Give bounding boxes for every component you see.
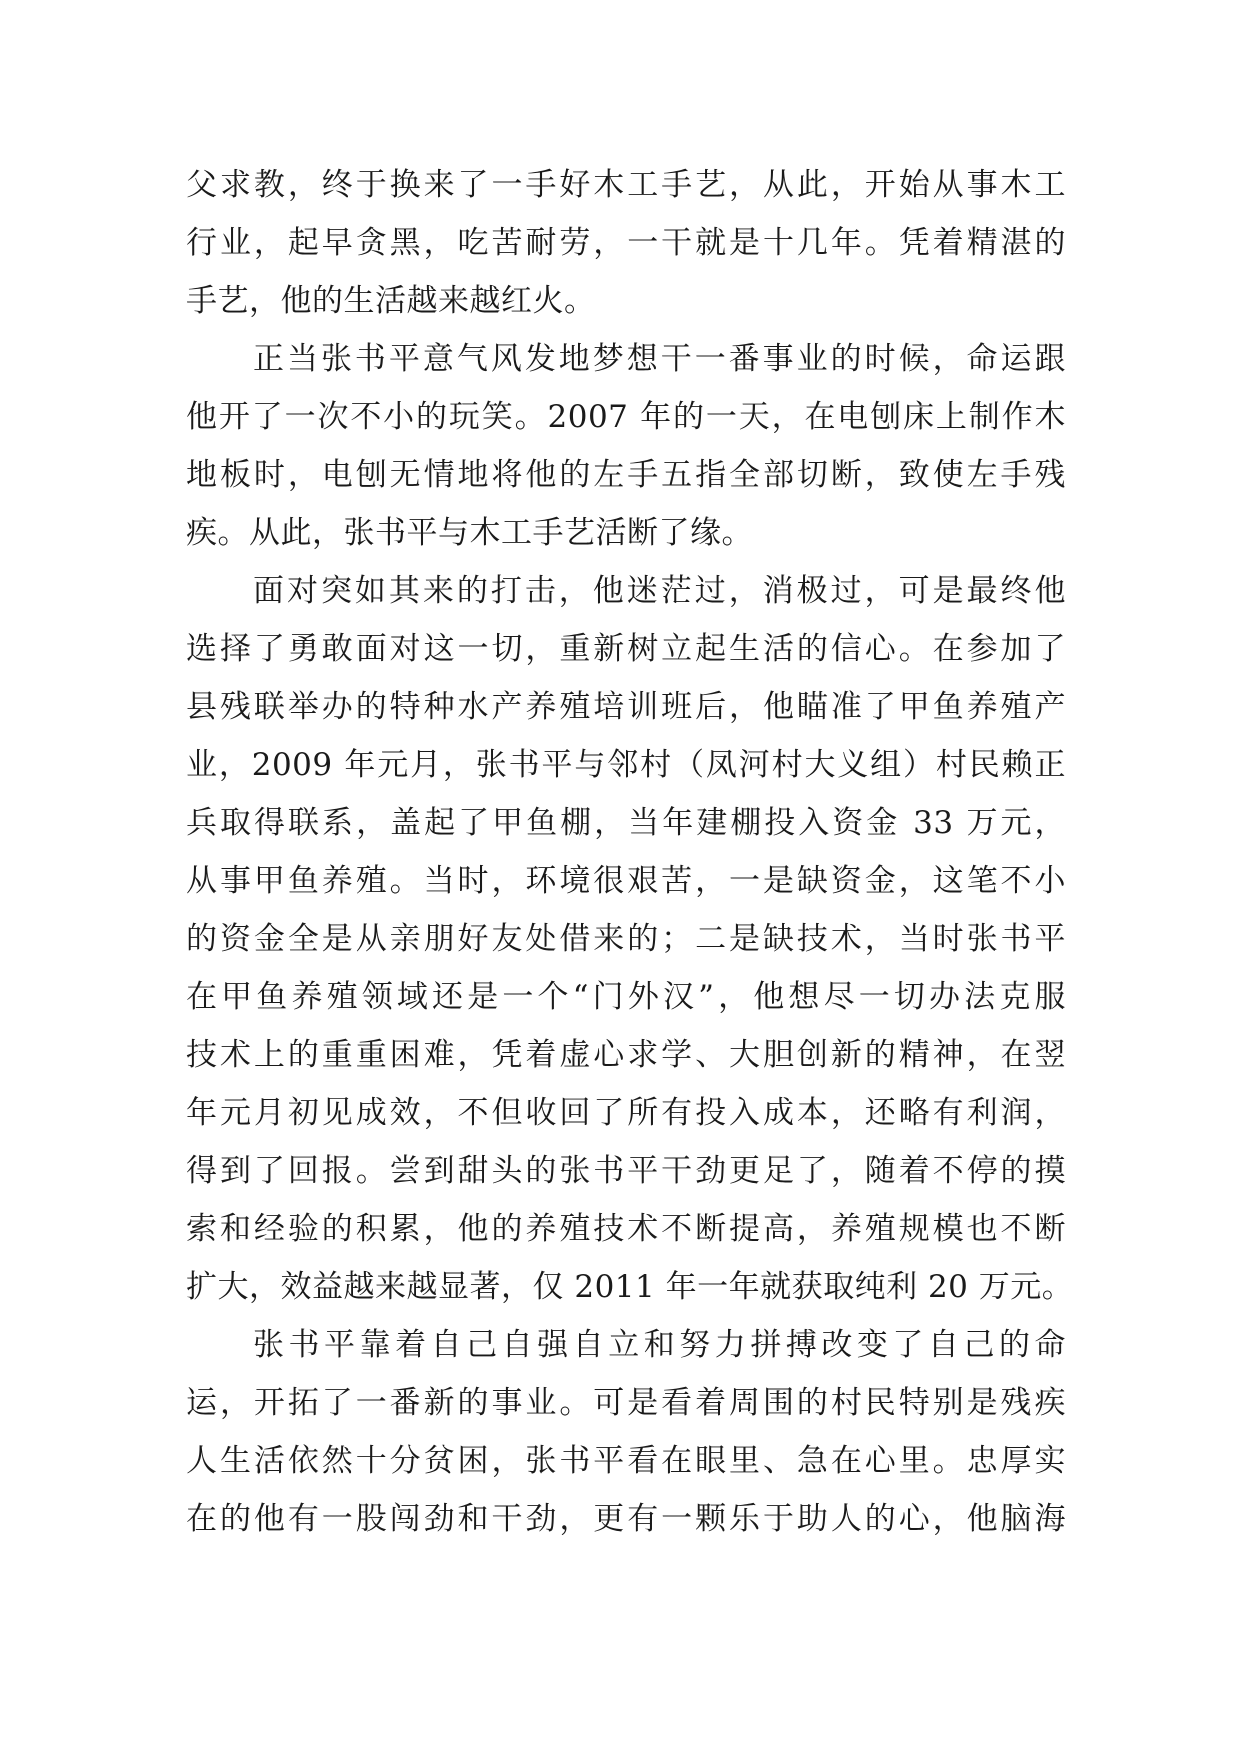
text-line: 运，开拓了一番新的事业。可是看着周围的村民特别是残疾 — [186, 1385, 1066, 1421]
text-line: 手艺，他的生活越来越红火。 — [186, 283, 596, 319]
text-line: 在甲鱼养殖领域还是一个“门外汉”，他想尽一切办法克服 — [186, 979, 1066, 1015]
text-line: 技术上的重重困难，凭着虚心求学、大胆创新的精神，在翌 — [186, 1037, 1066, 1073]
text-line: 父求教，终于换来了一手好木工手艺，从此，开始从事木工 — [186, 167, 1066, 203]
paragraph-4 — [186, 1316, 1066, 1548]
text-line: 选择了勇敢面对这一切，重新树立起生活的信心。在参加了 — [186, 631, 1066, 667]
text-line: 业，2009 年元月，张书平与邻村（凤河村大义组）村民赖正 — [186, 747, 1066, 783]
paragraph-2 — [186, 330, 1066, 562]
paragraph-3 — [186, 562, 1074, 1316]
text-line: 县残联举办的特种水产养殖培训班后，他瞄准了甲鱼养殖产 — [186, 689, 1066, 725]
text-line: 扩大，效益越来越显著，仅 2011 年一年就获取纯利 20 万元。 — [186, 1269, 1074, 1305]
text-line: 人生活依然十分贫困，张书平看在眼里、急在心里。忠厚实 — [186, 1443, 1066, 1479]
text-line: 地板时，电刨无情地将他的左手五指全部切断，致使左手残 — [186, 457, 1066, 493]
text-line: 他开了一次不小的玩笑。2007 年的一天，在电刨床上制作木 — [186, 399, 1066, 435]
text-line: 从事甲鱼养殖。当时，环境很艰苦，一是缺资金，这笔不小 — [186, 863, 1066, 899]
text-line: 行业，起早贪黑，吃苦耐劳，一干就是十几年。凭着精湛的 — [186, 225, 1066, 261]
text-line: 年元月初见成效，不但收回了所有投入成本，还略有利润， — [186, 1095, 1066, 1131]
text-line: 兵取得联系，盖起了甲鱼棚，当年建棚投入资金 33 万元， — [186, 805, 1066, 841]
text-line: 在的他有一股闯劲和干劲，更有一颗乐于助人的心，他脑海 — [186, 1501, 1066, 1537]
text-line: 索和经验的积累，他的养殖技术不断提高，养殖规模也不断 — [186, 1211, 1066, 1247]
text-line: 张书平靠着自己自强自立和努力拼搏改变了自己的命 — [253, 1327, 1066, 1363]
text-line: 正当张书平意气风发地梦想干一番事业的时候，命运跟 — [253, 341, 1066, 377]
document-body — [186, 156, 1074, 1548]
text-line: 的资金全是从亲朋好友处借来的；二是缺技术，当时张书平 — [186, 921, 1066, 957]
text-line: 疾。从此，张书平与木工手艺活断了缘。 — [186, 515, 753, 551]
text-line: 得到了回报。尝到甜头的张书平干劲更足了，随着不停的摸 — [186, 1153, 1066, 1189]
paragraph-1 — [186, 156, 1066, 330]
text-line: 面对突如其来的打击，他迷茫过，消极过，可是最终他 — [253, 573, 1066, 609]
